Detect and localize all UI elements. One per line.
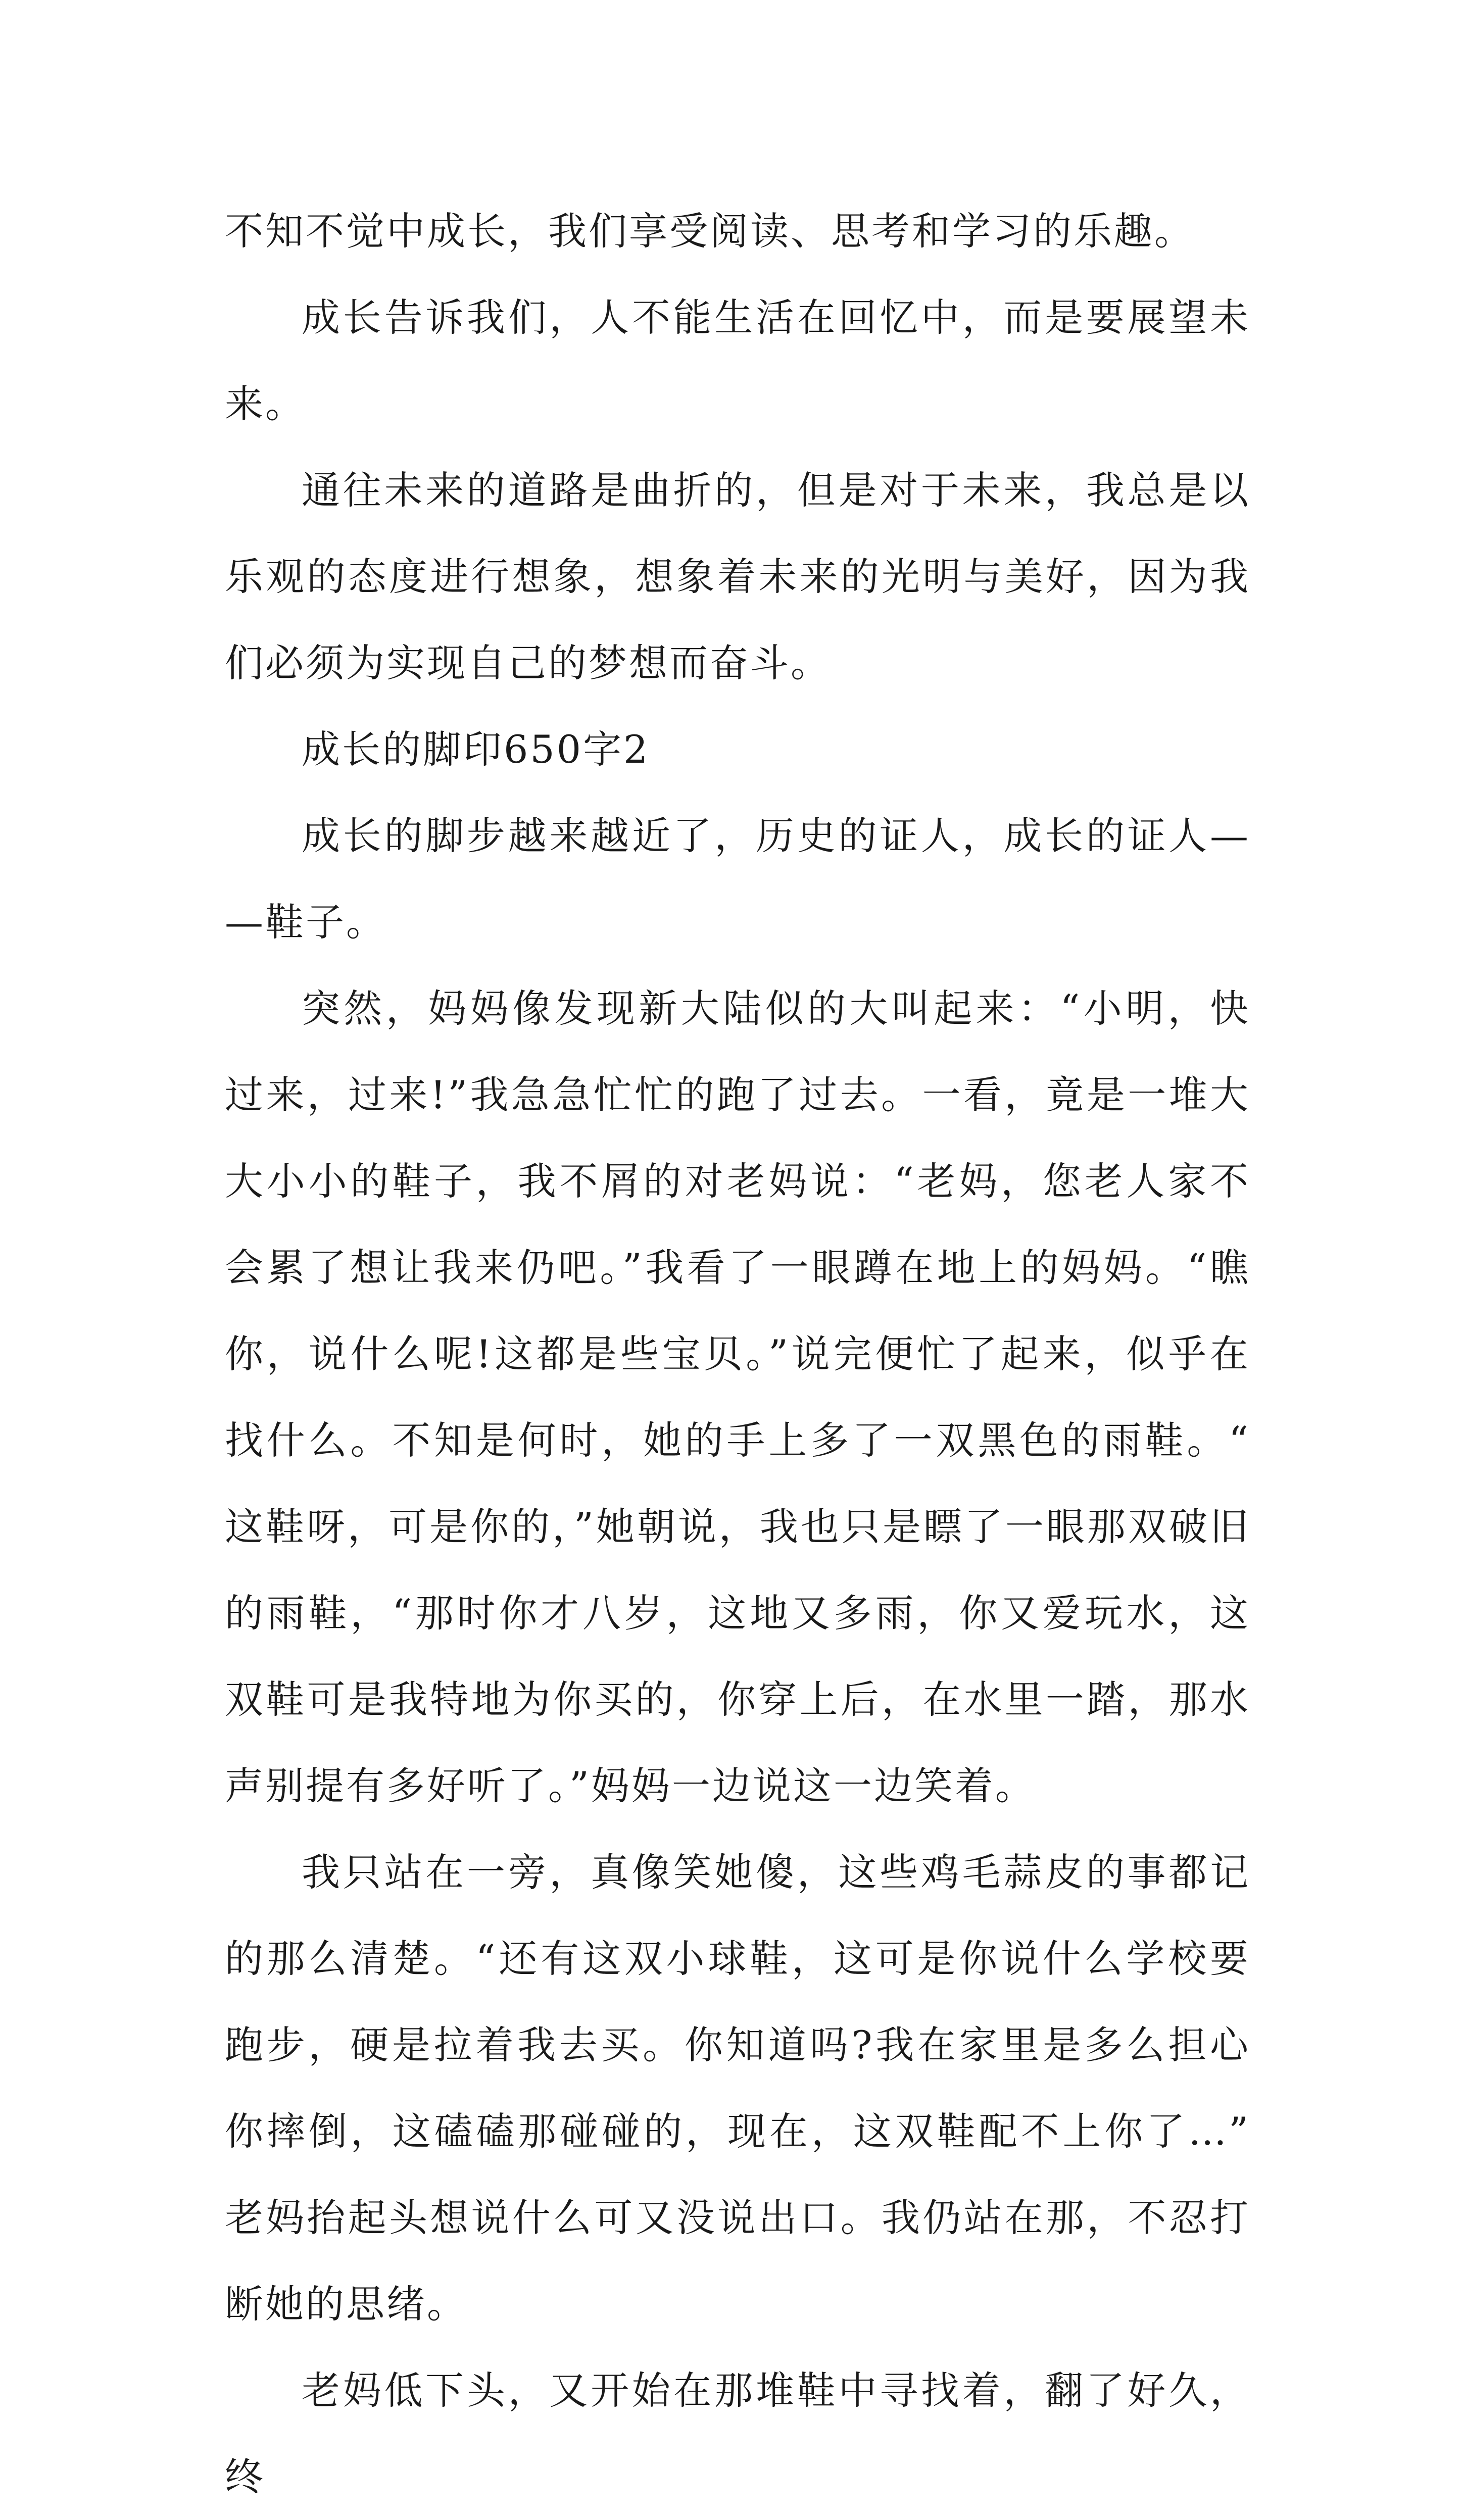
section-heading: 成长的脚印650字2	[302, 727, 650, 772]
paragraph: 通往未来的道路是曲折的，但是对于未来，我总是以乐观的态度进行想象，想象着未来的光明与美好，因为我们必须为实现自己的梦想而奋斗。	[225, 468, 1250, 685]
paragraph: 成长告诉我们，人不能生活在回忆中，而是要展望未来。	[225, 295, 1250, 426]
paragraph: 老妈低下头，又开始在那堆鞋中寻找着，翻了好久，终	[225, 2368, 1250, 2499]
paragraph: 我只站在一旁，真像笑她傻，这些鸡毛蒜皮的事都记的那么清楚。“还有这双小球鞋，这可是你说什么学校要跑步，硬是拉着我去买。你知道吗?我在家里是多么担心你摔倒，这磕磕那碰碰的，现在，这双鞋配不上你了…”老妈抬起头想说什么可又没说出口。我仍站在那，不忍打断她的思绪。	[225, 1850, 1250, 2327]
paragraph: 突然，妈妈像发现新大陆似的大叫起来：“小明，快过来，过来!”我急急忙忙的跑了过去。一看，竟是一堆大大小小的鞋子，我不屑的对老妈说：“老妈，您老人家不会累了想让我来仍吧。”我看了一眼蹲在地上的妈妈。“瞧你，说什么呢!这都是些宝贝。”说完便忙了起来，似乎在找什么。不知是何时，她的手上多了一双黑色的雨鞋。“这鞋呀，可是你的，”她朝说，我也只是瞟了一眼那双破旧的雨鞋，“那时你才八岁，这地又多雨，你又爱玩水，这双鞋可是我特地为你买的，你穿上后，在水里一踏，那水声别提有多好听了。”妈妈一边说这一边笑着。	[225, 986, 1250, 1808]
paragraph-continued: 不知不觉中成长，我们享受阅读、思考和学习的乐趣。	[225, 209, 1195, 254]
paragraph: 成长的脚步越来越近了，历史的证人，成长的证人——鞋子。	[225, 813, 1250, 945]
article-body	[225, 188, 1250, 2520]
